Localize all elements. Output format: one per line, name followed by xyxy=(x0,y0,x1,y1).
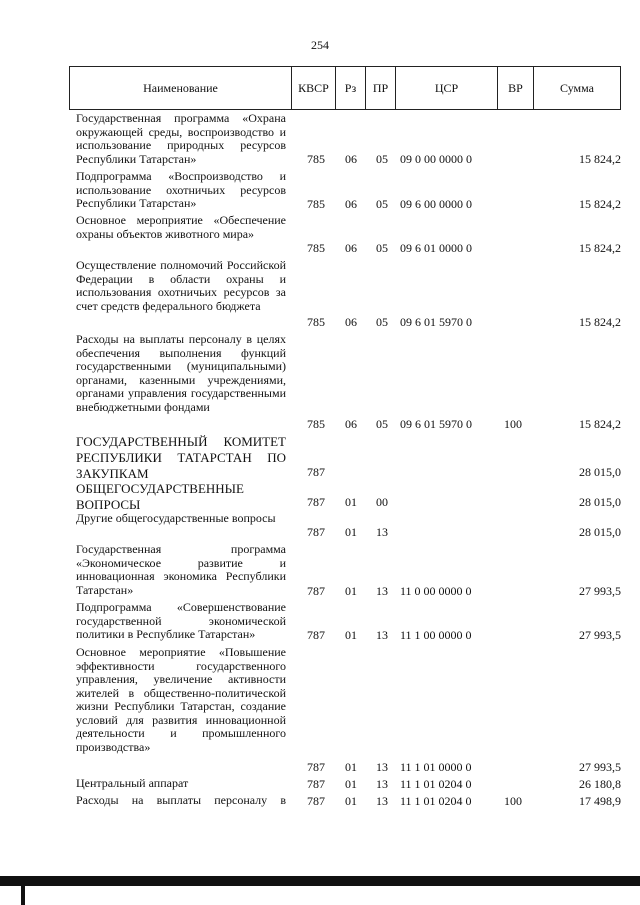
row-kvsr: 787 xyxy=(307,776,325,791)
table-row xyxy=(0,170,640,211)
row-name: Подпрограмма «Воспроизводство и использование охотничьих ресурсов Республики Татарстан» xyxy=(76,169,286,210)
row-rz: 01 xyxy=(345,524,357,539)
row-kvsr: 787 xyxy=(307,793,325,808)
row-csr: 09 6 01 5970 0 xyxy=(400,314,472,329)
row-name: Основное мероприятие «Обеспечение охраны объектов животного мира» xyxy=(76,213,286,241)
table-row xyxy=(0,777,640,791)
row-rz: 01 xyxy=(345,759,357,774)
row-name: Центральный аппарат xyxy=(76,776,189,790)
row-kvsr: 787 xyxy=(307,583,325,598)
row-sum: 27 993,5 xyxy=(579,627,621,642)
row-kvsr: 785 xyxy=(307,151,325,166)
row-kvsr: 785 xyxy=(307,314,325,329)
row-kvsr: 787 xyxy=(307,464,325,479)
row-pr: 13 xyxy=(376,759,388,774)
row-kvsr: 787 xyxy=(307,759,325,774)
row-kvsr: 787 xyxy=(307,627,325,642)
row-pr: 13 xyxy=(376,583,388,598)
row-csr: 11 1 01 0204 0 xyxy=(400,776,472,791)
row-csr: 11 1 01 0204 0 xyxy=(400,793,472,808)
row-sum: 15 824,2 xyxy=(579,196,621,211)
header-name: Наименование xyxy=(70,67,292,109)
row-pr: 13 xyxy=(376,524,388,539)
row-sum: 15 824,2 xyxy=(579,151,621,166)
row-rz: 01 xyxy=(345,627,357,642)
row-csr: 09 0 00 0000 0 xyxy=(400,151,472,166)
row-sum: 15 824,2 xyxy=(579,314,621,329)
row-vr: 100 xyxy=(504,416,522,431)
row-name: Другие общегосударственные вопросы xyxy=(76,511,276,525)
row-pr: 13 xyxy=(376,776,388,791)
row-csr: 09 6 01 0000 0 xyxy=(400,240,472,255)
row-csr: 11 1 00 0000 0 xyxy=(400,627,472,642)
row-kvsr: 785 xyxy=(307,196,325,211)
row-rz: 06 xyxy=(345,240,357,255)
row-rz: 06 xyxy=(345,416,357,431)
row-vr: 100 xyxy=(504,793,522,808)
row-sum: 27 993,5 xyxy=(579,759,621,774)
row-sum: 15 824,2 xyxy=(579,416,621,431)
scan-edge-left xyxy=(21,876,25,905)
row-pr: 05 xyxy=(376,314,388,329)
page-number: 254 xyxy=(311,38,329,52)
table-row xyxy=(0,794,640,808)
table-row xyxy=(0,481,640,512)
row-name: Расходы на выплаты персоналу в xyxy=(76,793,286,807)
table-row xyxy=(0,646,640,774)
row-pr: 05 xyxy=(376,151,388,166)
table-row xyxy=(0,512,640,539)
header-pr: ПР xyxy=(366,67,396,109)
row-sum: 15 824,2 xyxy=(579,240,621,255)
row-name: Государственная программа «Экономическое развитие и инновационная экономика Республики Татарстан» xyxy=(76,542,286,597)
table-row xyxy=(0,214,640,255)
row-name: Осуществление полномочий Российской Федерации в области охраны и использования охотничьих ресурсов за счет средств федерального бюджета xyxy=(76,258,286,313)
row-pr: 05 xyxy=(376,196,388,211)
row-sum: 17 498,9 xyxy=(579,793,621,808)
row-csr: 09 6 01 5970 0 xyxy=(400,416,472,431)
row-kvsr: 787 xyxy=(307,494,325,509)
row-csr: 11 0 00 0000 0 xyxy=(400,583,472,598)
row-kvsr: 785 xyxy=(307,240,325,255)
row-rz: 06 xyxy=(345,314,357,329)
row-sum: 28 015,0 xyxy=(579,494,621,509)
row-rz: 06 xyxy=(345,196,357,211)
header-rz: Рз xyxy=(336,67,366,109)
row-name: Подпрограмма «Совершенствование государственной экономической политики в Республике Татарстан» xyxy=(76,600,286,641)
row-sum: 28 015,0 xyxy=(579,464,621,479)
table-row xyxy=(0,601,640,642)
table-row xyxy=(0,333,640,431)
row-rz: 01 xyxy=(345,776,357,791)
row-name: ОБЩЕГОСУДАРСТВЕННЫЕ ВОПРОСЫ xyxy=(76,481,244,512)
table-row xyxy=(0,259,640,329)
row-rz: 01 xyxy=(345,583,357,598)
row-pr: 00 xyxy=(376,494,388,509)
row-name: ГОСУДАРСТВЕННЫЙ КОМИТЕТ РЕСПУБЛИКИ ТАТАРСТАН ПО ЗАКУПКАМ xyxy=(76,434,286,481)
row-name: Государственная программа «Охрана окружающей среды, воспроизводство и использование природных ресурсов Республики Татарстан» xyxy=(76,111,286,166)
table-row xyxy=(0,543,640,598)
row-csr: 11 1 01 0000 0 xyxy=(400,759,472,774)
row-sum: 26 180,8 xyxy=(579,776,621,791)
row-csr: 09 6 00 0000 0 xyxy=(400,196,472,211)
header-kvsr: КВСР xyxy=(292,67,336,109)
row-sum: 28 015,0 xyxy=(579,524,621,539)
row-pr: 13 xyxy=(376,627,388,642)
row-kvsr: 787 xyxy=(307,524,325,539)
row-pr: 05 xyxy=(376,240,388,255)
row-rz: 06 xyxy=(345,151,357,166)
row-rz: 01 xyxy=(345,494,357,509)
row-sum: 27 993,5 xyxy=(579,583,621,598)
header-csr: ЦСР xyxy=(396,67,498,109)
table-row xyxy=(0,112,640,166)
row-name: Основное мероприятие «Повышение эффективности государственного управления, увеличение активности жителей в общественно-политической жизни Республики Татарстан, создание условий для развития инновационной деятельности и промышленного производства» xyxy=(76,645,286,754)
row-pr: 05 xyxy=(376,416,388,431)
scan-edge-bottom xyxy=(0,876,640,886)
row-kvsr: 785 xyxy=(307,416,325,431)
row-name: Расходы на выплаты персоналу в целях обеспечения выполнения функций государственными (муниципальными) органами, казенными учреждениями, органами управления государственными внебюджетными фондами xyxy=(76,332,286,414)
table-row xyxy=(0,434,640,479)
row-pr: 13 xyxy=(376,793,388,808)
header-sum: Сумма xyxy=(560,81,594,95)
header-vr: ВР xyxy=(498,67,534,109)
row-rz: 01 xyxy=(345,793,357,808)
table-header xyxy=(69,66,621,110)
